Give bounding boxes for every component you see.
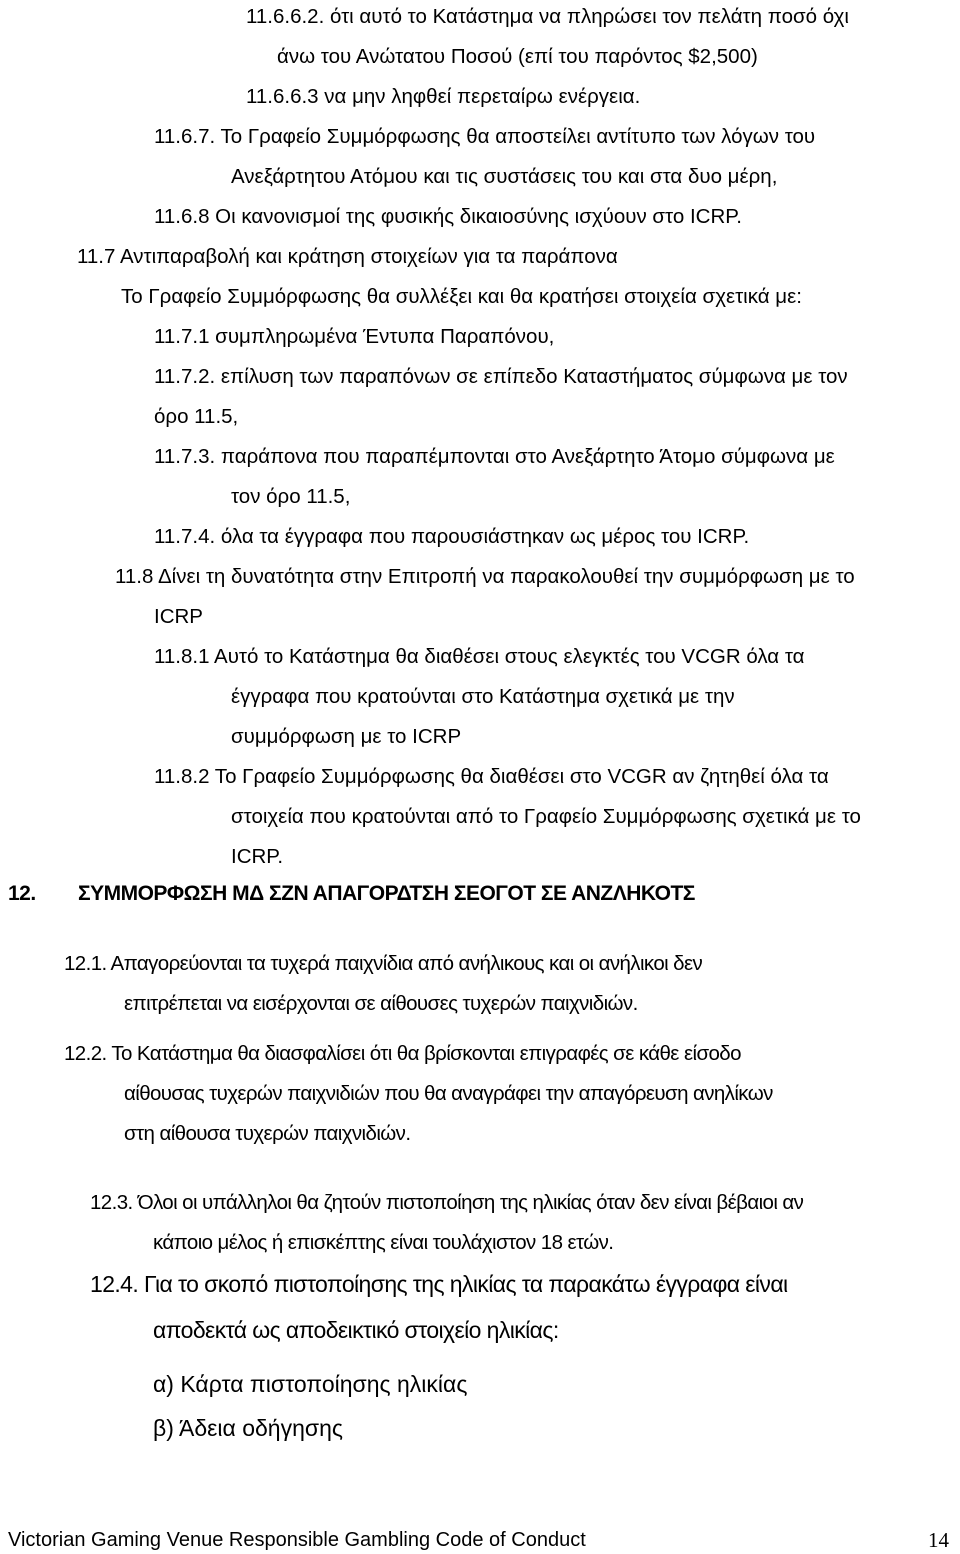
footer-title: Victorian Gaming Venue Responsible Gambling Code of Conduct <box>8 1529 586 1551</box>
clause-11-8-2-continued-b: ICRP. <box>231 845 284 868</box>
clause-11-8: 11.8 Δίνει τη δυνατότητα στην Επιτροπή να παρακολουθεί την συμμόρφωση με το <box>115 565 855 588</box>
clause-11-7-3-continued: τον όρο 11.5, <box>231 485 351 508</box>
clause-12-2-continued-b: στη αίθουσα τυχερών παιχνιδιών. <box>124 1122 411 1145</box>
page-number: 14 <box>928 1528 949 1552</box>
clause-12-2: 12.2. Το Κατάστημα θα διασφαλίσει ότι θα βρίσκονται επιγραφές σε κάθε είσοδο <box>64 1042 741 1065</box>
clause-11-7-4: 11.7.4. όλα τα έγγραφα που παρουσιάστηκαν ως μέρος του ICRP. <box>154 525 750 548</box>
clause-11-6-6-2-continued: άνω του Ανώτατου Ποσού (επί του παρόντος $2,500) <box>277 45 758 68</box>
clause-11-7-2-continued: όρο 11.5, <box>154 405 239 428</box>
clause-11-7-3: 11.7.3. παράπονα που παραπέμπονται στο Ανεξάρτητο Άτομο σύμφωνα με <box>154 445 835 468</box>
clause-11-6-8: 11.6.8 Οι κανονισμοί της φυσικής δικαιοσύνης ισχύουν στο ICRP. <box>154 205 742 228</box>
section-number: 12. <box>8 882 36 905</box>
clause-12-4-continued: αποδεκτά ως αποδεικτικό στοιχείο ηλικίας: <box>153 1317 559 1343</box>
clause-12-2-continued-a: αίθουσας τυχερών παιχνιδιών που θα αναγράφει την απαγόρευση ανηλίκων <box>124 1082 773 1105</box>
clause-11-8-1-continued-b: συμμόρφωση με το ICRP <box>231 725 462 748</box>
clause-11-8-continued: ICRP <box>154 605 203 628</box>
clause-11-8-2-continued-a: στοιχεία που κρατούνται από το Γραφείο Συμμόρφωσης σχετικά με το <box>231 805 861 828</box>
clause-12-1-continued: επιτρέπεται να εισέρχονται σε αίθουσες τυχερών παιχνιδιών. <box>124 992 638 1015</box>
clause-11-6-7: 11.6.7. Το Γραφείο Συμμόρφωσης θα αποστείλει αντίτυπο των λόγων του <box>154 125 816 148</box>
clause-11-6-6-2: 11.6.6.2. ότι αυτό το Κατάστημα να πληρώσει τον πελάτη ποσό όχι <box>246 5 849 28</box>
clause-11-8-2: 11.8.2 Το Γραφείο Συμμόρφωσης θα διαθέσει στο VCGR αν ζητηθεί όλα τα <box>154 765 829 788</box>
accepted-document-a: α) Κάρτα πιστοποίησης ηλικίας <box>153 1371 468 1397</box>
clause-11-8-1-continued-a: έγγραφα που κρατούνται στο Κατάστημα σχετικά με την <box>231 685 735 708</box>
clause-12-4: 12.4. Για το σκοπό πιστοποίησης της ηλικίας τα παρακάτω έγγραφα είναι <box>90 1271 788 1297</box>
clause-11-6-7-continued: Ανεξάρτητου Ατόμου και τις συστάσεις του και στα δυο μέρη, <box>231 165 778 188</box>
clause-12-3: 12.3. Όλοι οι υπάλληλοι θα ζητούν πιστοποίηση της ηλικίας όταν δεν είναι βέβαιοι αν <box>90 1191 804 1214</box>
clause-12-1: 12.1. Απαγορεύονται τα τυχερά παιχνίδια από ανήλικους και οι ανήλικοι δεν <box>64 952 703 975</box>
clause-12-3-continued: κάποιο μέλος ή επισκέπτης είναι τουλάχιστον 18 ετών. <box>153 1231 614 1254</box>
clause-11-8-1: 11.8.1 Αυτό το Κατάστημα θα διαθέσει στους ελεγκτές του VCGR όλα τα <box>154 645 805 668</box>
clause-11-7: 11.7 Αντιπαραβολή και κράτηση στοιχείων για τα παράπονα <box>77 245 618 268</box>
clause-11-6-6-3: 11.6.6.3 να μην ληφθεί περεταίρω ενέργεια. <box>246 85 641 108</box>
clause-11-7-intro: Το Γραφείο Συμμόρφωσης θα συλλέξει και θα κρατήσει στοιχεία σχετικά με: <box>121 285 802 308</box>
clause-11-7-2: 11.7.2. επίλυση των παραπόνων σε επίπεδο Καταστήματος σύμφωνα με τον <box>154 365 848 388</box>
accepted-document-b: β) Άδεια οδήγησης <box>153 1415 343 1441</box>
section-title: ΣΥΜΜΟΡΦΩΣΗ ΜΔ ΣΖΝ ΑΠΑΓΟΡΔΤΣΗ ΣΕΟΓΟΤ ΣΕ ΑΝΖΛΗΚΟΤΣ <box>78 882 695 905</box>
clause-11-7-1: 11.7.1 συμπληρωμένα Έντυπα Παραπόνου, <box>154 325 555 348</box>
